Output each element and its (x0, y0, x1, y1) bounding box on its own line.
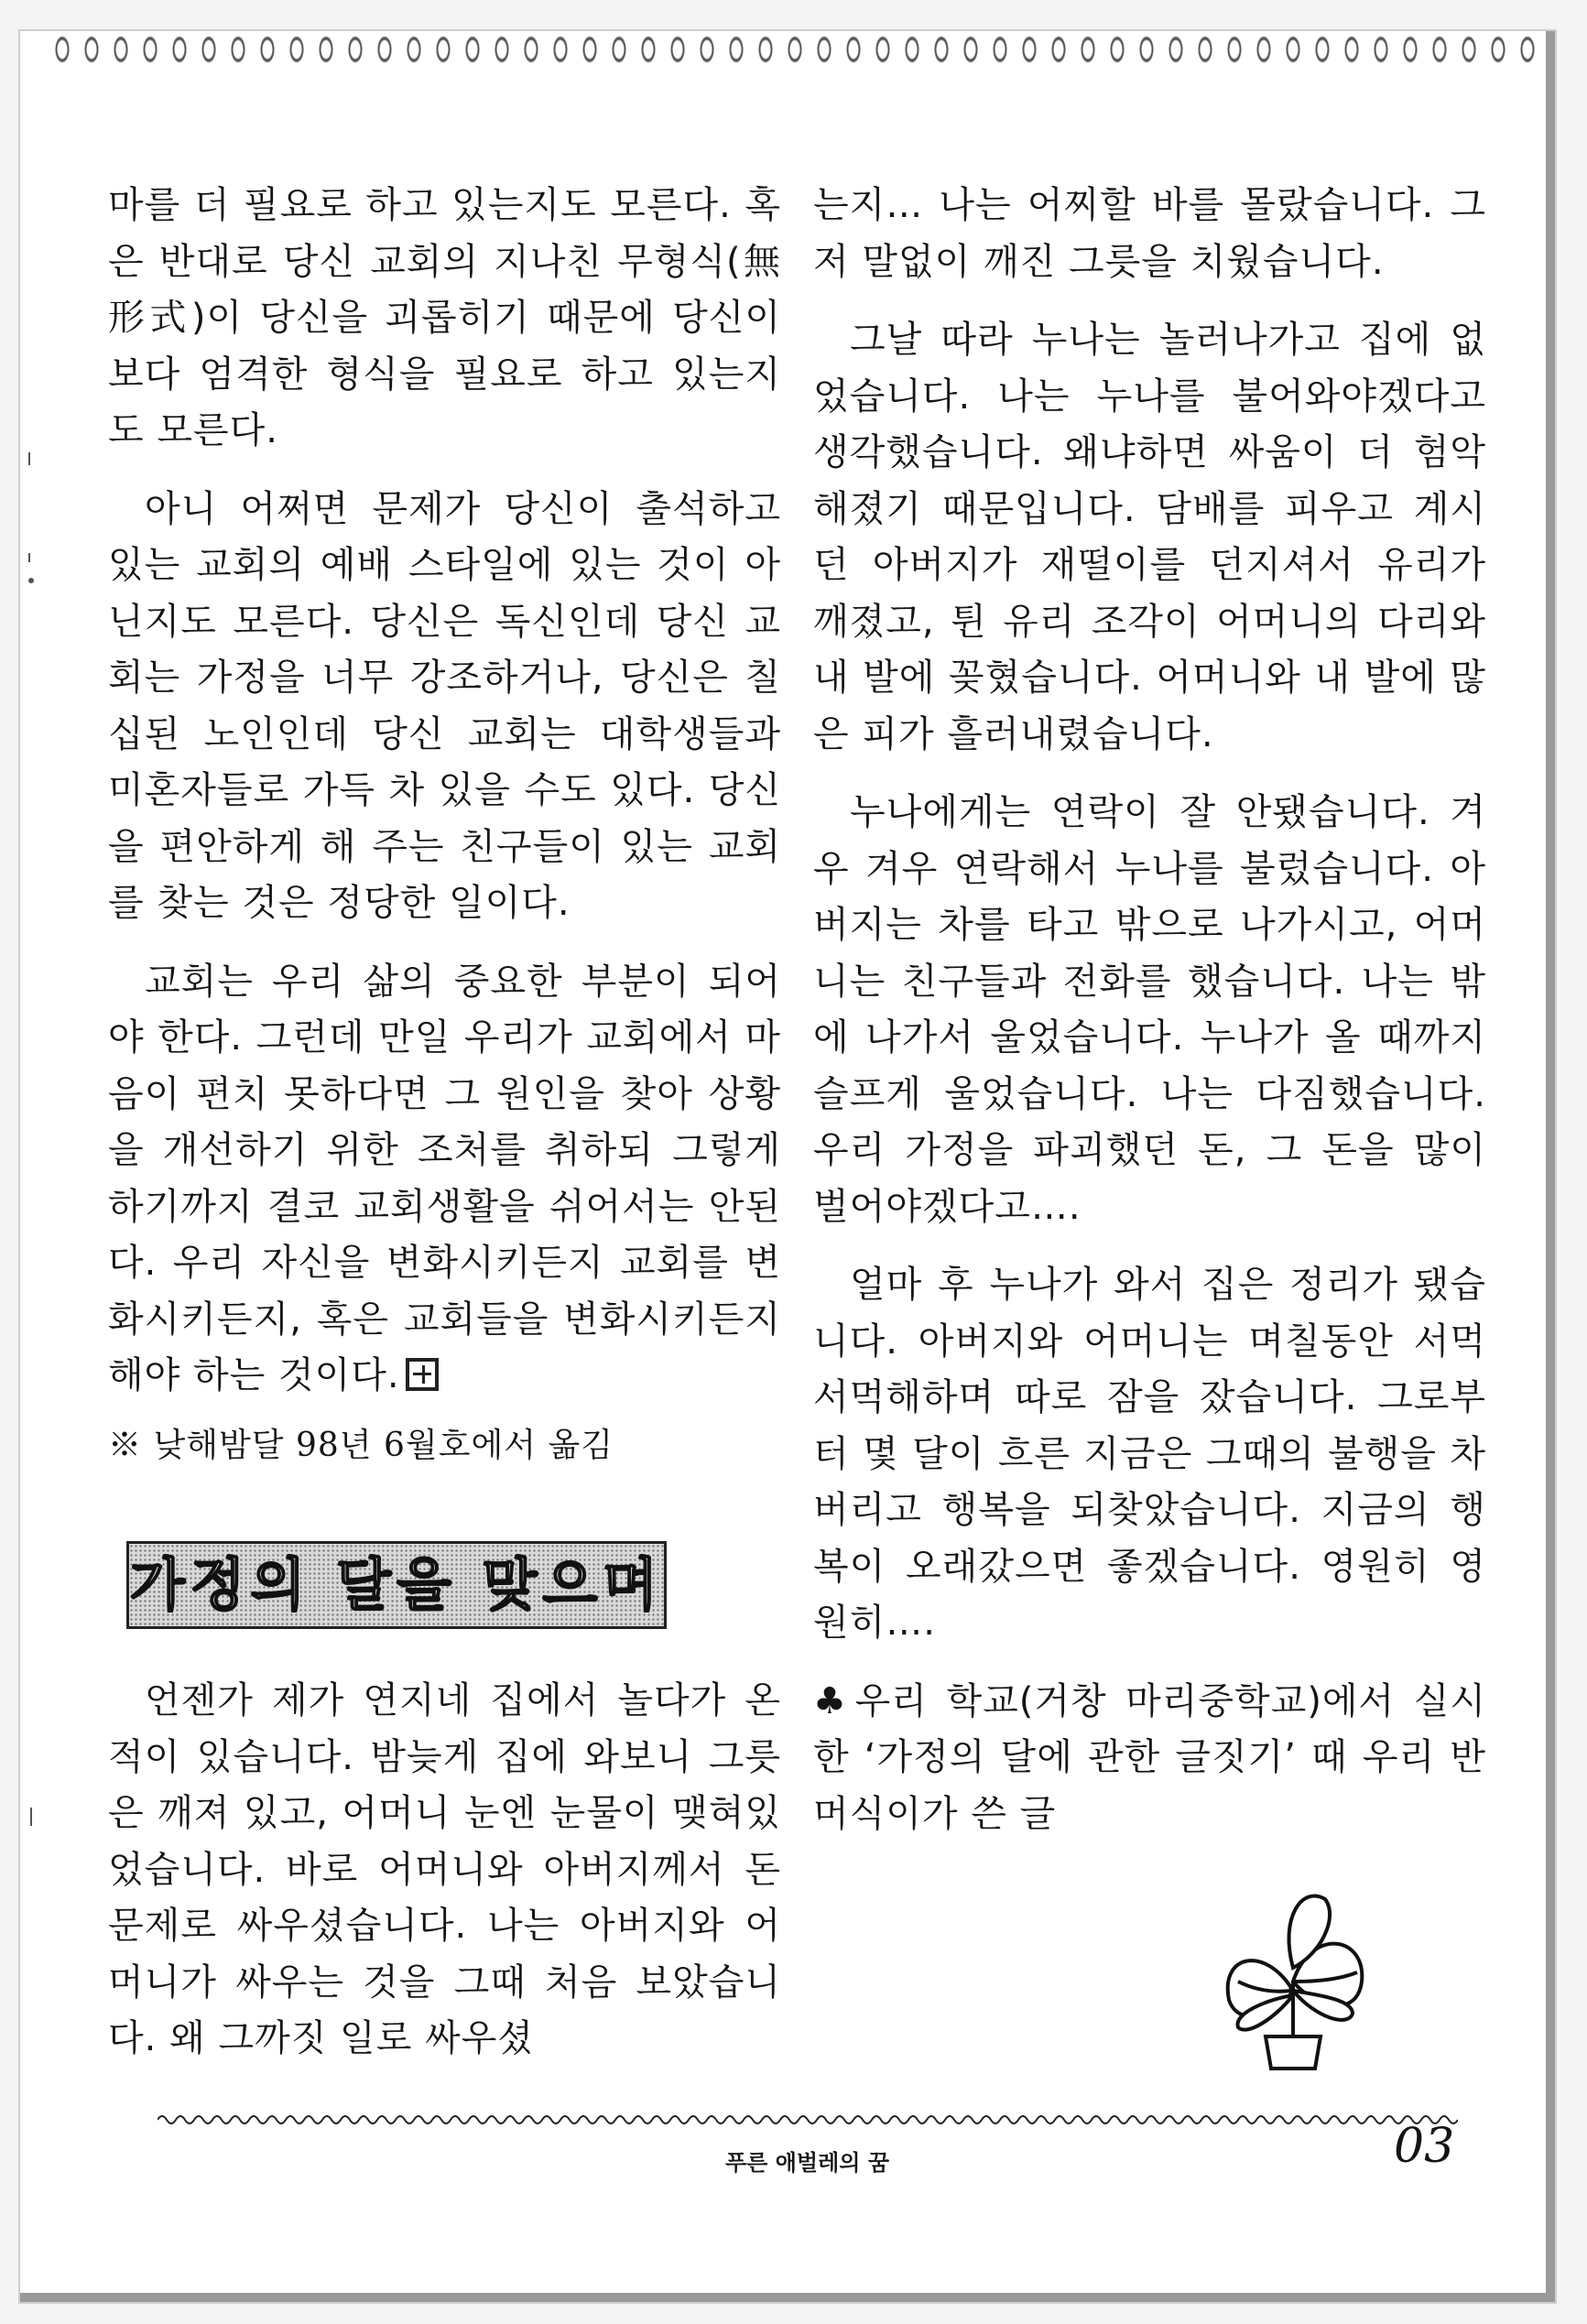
left-paragraph-3 (108, 954, 781, 1405)
section-paragraph: 언젠가 제가 연지네 집에서 놀다가 온 적이 있습니다. 밤늦게 집에 와보니 그릇은 깨져 있고, 어머니 눈엔 눈물이 맺혀있었습니다. 바로 어머니와 아버지께서 돈 문제로 싸우셨습니다. 나는 아버지와 어머니가 싸우는 것을 그때 처음 보았습니다. 왜 그까짓 일로 싸우셨 (108, 1679, 781, 2059)
footer-divider (158, 2110, 1458, 2130)
margin-marks (24, 434, 40, 1991)
potted-plant-icon (1201, 1881, 1385, 2073)
magazine-title: 푸른 애벌레의 꿈 (725, 2150, 889, 2176)
right-paragraph-3: 누나에게는 연락이 잘 안됐습니다. 겨우 겨우 연락해서 누나를 불렀습니다. 아버지는 차를 타고 밖으로 나가시고, 어머니는 친구들과 전화를 했습니다. 나는 밖에 나가서 울었습니다. 누나가 올 때까지 슬프게 울었습니다. 나는 다짐했습니다. 우리 가정을 파괴했던 돈, 그 돈을 많이 벌어야겠다고…. (813, 791, 1486, 1228)
left-paragraph-1: 마를 더 필요로 하고 있는지도 모른다. 혹은 반대로 당신 교회의 지나친 무형식(無形式)이 당신을 괴롭히기 때문에 당신이 보다 엄격한 형식을 필요로 하고 있는지도 모른다. (108, 184, 781, 451)
left-column (108, 178, 781, 2090)
author-note (813, 1674, 1486, 1843)
right-paragraph-4: 얼마 후 누나가 와서 집은 정리가 됐습니다. 아버지와 어머니는 며칠동안 서먹서먹해하며 따로 잠을 잤습니다. 그로부터 몇 달이 흐른 지금은 그때의 불행을 차버리고 행복을 되찾았습니다. 지금의 행복이 오래갔으면 좋겠습니다. 영원히 영원히…. (813, 1264, 1486, 1644)
document-page (20, 31, 1555, 2302)
end-mark-icon (406, 1358, 439, 1391)
spiral-binding (48, 31, 1549, 68)
page-number: 03 (1394, 2119, 1455, 2174)
right-paragraph-2: 그날 따라 누나는 놀러나가고 집에 없었습니다. 나는 누나를 불어와야겠다고 생각했습니다. 왜냐하면 싸움이 더 험악해졌기 때문입니다. 담배를 피우고 계시던 아버지가 재떨이를 던지셔서 유리가 깨졌고, 튄 유리 조각이 어머니의 다리와 내 발에 꽂혔습니다. 어머니와 내 발에 많은 피가 흘러내렸습니다. (813, 319, 1486, 755)
left-paragraph-2: 아니 어쩌면 문제가 당신이 출석하고 있는 교회의 예배 스타일에 있는 것이 아닌지도 모른다. 당신은 독신인데 당신 교회는 가정을 너무 강조하거나, 당신은 칠십된 노인인데 당신 교회는 대학생들과 미혼자들로 가득 차 있을 수도 있다. 당신을 편안하게 해 주는 친구들이 있는 교회를 찾는 것은 정당한 일이다. (108, 487, 781, 924)
section-title: 가정의 달을 맞으며 (126, 1541, 667, 1629)
source-note: ※ 낮해밤달 98년 6월호에서 옮김 (108, 1426, 614, 1464)
author-note-text: 우리 학교(거창 마리중학교)에서 실시한 ‘가정의 달에 관한 글짓기’ 때 우리 반 머식이가 쓴 글 (813, 1679, 1486, 1835)
club-suit-icon: ♣ (813, 1679, 853, 1722)
left-paragraph-3-text: 교회는 우리 삶의 중요한 부분이 되어야 한다. 그런데 만일 우리가 교회에서 마음이 편치 못하다면 그 원인을 찾아 상황을 개선하기 위한 조처를 취하되 그렇게 하기까지 결코 교회생활을 쉬어서는 안된다. 우리 자신을 변화시키든지 교회를 변화시키든지, 혹은 교회들을 변화시키든지 해야 하는 것이다. (108, 960, 781, 1396)
right-paragraph-1: 는지… 나는 어찌할 바를 몰랐습니다. 그저 말없이 깨진 그릇을 치웠습니다. (813, 184, 1486, 283)
right-column (813, 178, 1486, 1864)
